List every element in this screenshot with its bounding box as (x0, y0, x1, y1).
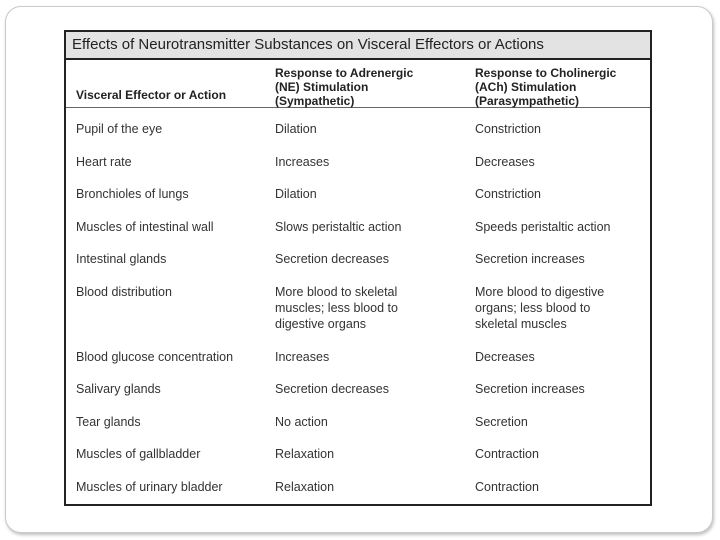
cholinergic-cell: Decreases (475, 350, 535, 364)
effector-cell: Salivary glands (76, 382, 161, 396)
neurotransmitter-effects-table (64, 30, 652, 506)
effector-cell: Heart rate (76, 155, 132, 169)
cholinergic-cell: Constriction (475, 122, 541, 136)
table-header-row (66, 60, 650, 108)
adrenergic-cell: Slows peristaltic action (275, 220, 402, 234)
adrenergic-cell: No action (275, 415, 328, 429)
cholinergic-cell: Secretion increases (475, 382, 585, 396)
effector-cell: Blood distribution (76, 285, 172, 299)
cholinergic-cell: Constriction (475, 187, 541, 201)
cholinergic-cell: Secretion increases (475, 252, 585, 266)
effector-cell: Muscles of urinary bladder (76, 480, 223, 494)
table-title: Effects of Neurotransmitter Substances on Visceral Effectors or Actions (66, 32, 650, 60)
header-adrenergic-response: Response to Adrenergic (NE) Stimulation (Sympathetic) (275, 66, 414, 108)
effector-cell: Intestinal glands (76, 252, 167, 266)
effector-cell: Bronchioles of lungs (76, 187, 189, 201)
adrenergic-cell: More blood to skeletal muscles; less blood to digestive organs (275, 285, 398, 331)
adrenergic-cell: Increases (275, 350, 330, 364)
adrenergic-cell: Dilation (275, 187, 317, 201)
adrenergic-cell: Relaxation (275, 480, 335, 494)
cholinergic-cell: Decreases (475, 155, 535, 169)
adrenergic-cell: Dilation (275, 122, 317, 136)
adrenergic-cell: Secretion decreases (275, 382, 389, 396)
effector-cell: Muscles of intestinal wall (76, 220, 214, 234)
cholinergic-cell: Speeds peristaltic action (475, 220, 611, 234)
effector-cell: Blood glucose concentration (76, 350, 234, 364)
adrenergic-cell: Increases (275, 155, 330, 169)
effector-cell: Pupil of the eye (76, 122, 163, 136)
cholinergic-cell: Contraction (475, 447, 539, 461)
cholinergic-cell: Contraction (475, 480, 539, 494)
cholinergic-cell: More blood to digestive organs; less blood to skeletal muscles (475, 285, 605, 331)
effector-cell: Tear glands (76, 415, 141, 429)
header-visceral-effector: Visceral Effector or Action (76, 88, 227, 102)
header-cholinergic-response: Response to Cholinergic (ACh) Stimulation (Parasympathetic) (475, 66, 617, 108)
effector-cell: Muscles of gallbladder (76, 447, 201, 461)
cholinergic-cell: Secretion (475, 415, 528, 429)
adrenergic-cell: Relaxation (275, 447, 335, 461)
adrenergic-cell: Secretion decreases (275, 252, 389, 266)
